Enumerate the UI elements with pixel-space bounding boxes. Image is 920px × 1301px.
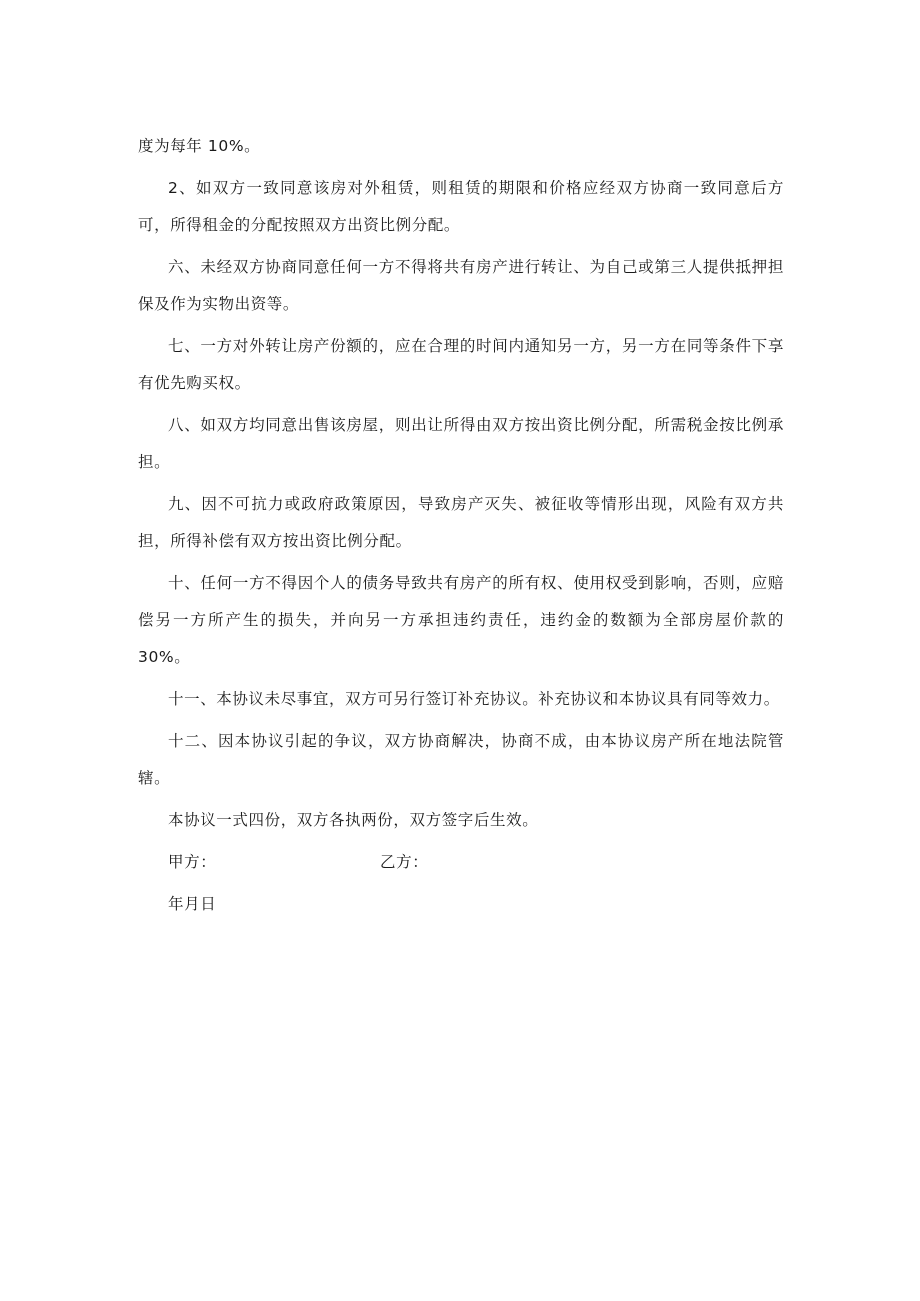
date-line: 年月日 — [168, 895, 217, 913]
paragraph-clause-11: 十一、本协议未尽事宜，双方可另行签订补充协议。补充协议和本协议具有同等效力。 — [168, 690, 780, 708]
signature-row — [138, 844, 784, 881]
paragraph-clause-10: 十、任何一方不得因个人的债务导致共有房产的所有权、使用权受到影响，否则，应赔偿另一方所产生的损失，并向另一方承担违约责任，违约金的数额为全部房屋价款的 30%。 — [138, 574, 784, 666]
paragraph-clause-6: 六、未经双方协商同意任何一方不得将共有房产进行转让、为自己或第三人提供抵押担保及作为实物出资等。 — [138, 258, 784, 313]
paragraph-clause-8: 八、如双方均同意出售该房屋，则出让所得由双方按出资比例分配，所需税金按比例承担。 — [138, 416, 784, 471]
paragraph-clause-7: 七、一方对外转让房产份额的，应在合理的时间内通知另一方，另一方在同等条件下享有优先购买权。 — [138, 337, 784, 392]
closing-statement: 本协议一式四份，双方各执两份，双方签字后生效。 — [168, 811, 539, 829]
paragraph-rental: 2、如双方一致同意该房对外租赁，则租赁的期限和价格应经双方协商一致同意后方可，所得租金的分配按照双方出资比例分配。 — [138, 179, 784, 234]
paragraph-clause-12: 十二、因本协议引起的争议，双方协商解决，协商不成，由本协议房产所在地法院管辖。 — [138, 732, 784, 787]
party-a-label: 甲方： — [168, 853, 217, 871]
document-body — [138, 128, 784, 923]
paragraph-continuation: 度为每年 10%。 — [138, 137, 261, 155]
paragraph-clause-9: 九、因不可抗力或政府政策原因，导致房产灭失、被征收等情形出现，风险有双方共担，所得补偿有双方按出资比例分配。 — [138, 495, 784, 550]
party-b-label: 乙方： — [380, 853, 429, 871]
